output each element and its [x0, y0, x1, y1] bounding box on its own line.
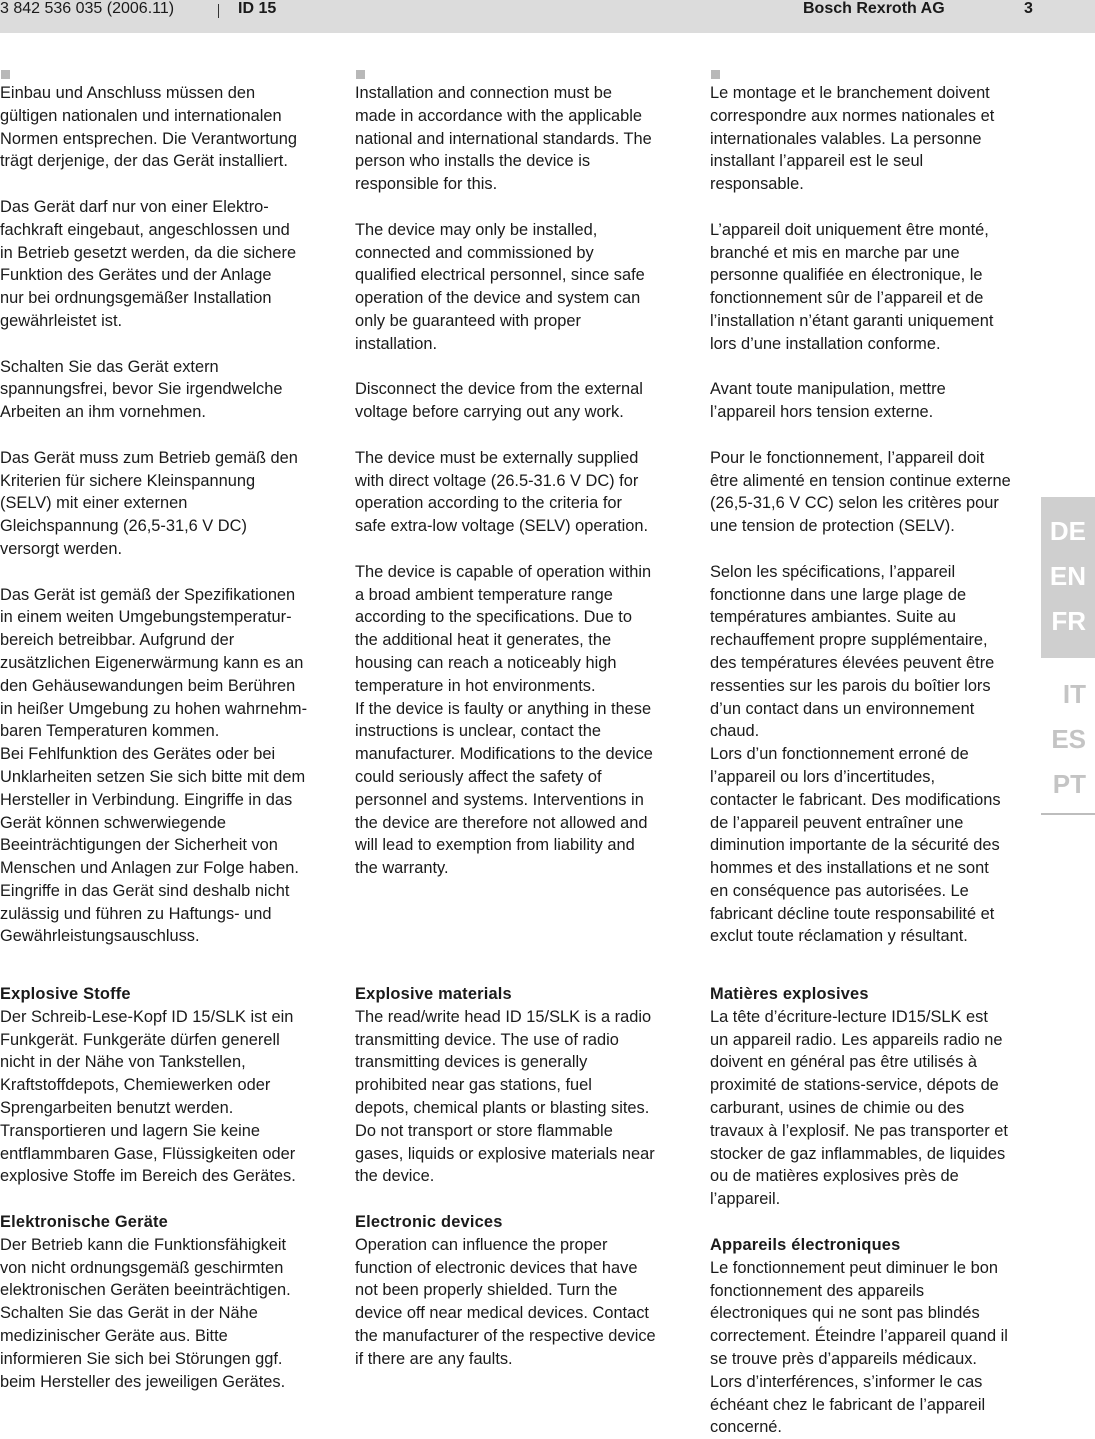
- de-explosive-heading: Explosive Stoffe: [0, 985, 131, 1003]
- en-paragraph-installation: Installation and connection must be made in accordance with the applicable national and international standards. The person who installs the device is responsible for this.: [355, 84, 652, 194]
- language-tabs-active: [1041, 497, 1095, 658]
- product-id: ID 15: [238, 0, 277, 17]
- column-en: [355, 64, 680, 880]
- de-paragraph-temperature: Das Gerät ist gemäß der Spezifikationen in einem weiten Umgebungstemperatur- bereich betreibbar. Aufgrund der zusätzlichen Eigenerwärmung kann es an den Gehäusewandungen beim Berühren in heißer Umgebung zu hohen wahrnehm- baren Temperaturen kommen. Bei Fehlfunktion des Gerätes oder bei Unklarheiten setzen Sie sich bitte mit dem Hersteller in Verbindung. Eingriffe in das Gerät können schwerwiegende Beeinträchtigungen der Sicherheit von Menschen und Anlagen zur Folge haben. Eingriffe in das Gerät sind deshalb nicht zulässig und führen zu Haftungs- und Gewährleistungsauschluss.: [0, 585, 308, 946]
- fr-explosive-heading: Matières explosives: [710, 985, 869, 1003]
- square-bullet-icon: [356, 70, 365, 79]
- document-number: 3 842 536 035 (2006.11): [0, 0, 175, 17]
- fr-paragraph-temperature: Selon les spécifications, l’appareil fonctionne dans une large plage de températures ambiantes. Suite au rechauffement propre supplémentaire, des températures élevées peuvent être ressenties sur les parois du boîtier lors d’un contact dans un environnement chaud. Lors d’un fonctionnement erroné de l’appareil ou lors d’incertitudes, contacter le fabricant. Des modifications de l’appareil peuvent entraîner une diminution importante de la sécurité des hommes et des installations et ne sont en conséquence pas autorisées. Le fabricant décline toute responsabilité et exclut toute réclamation y résultant.: [710, 562, 1001, 946]
- lang-tab-de: DE: [1049, 516, 1086, 546]
- lang-tab-fr: FR: [1051, 606, 1086, 636]
- de-explosive-section: [0, 983, 330, 1188]
- column-de: [0, 64, 330, 948]
- page-number: 3: [1024, 0, 1033, 17]
- de-explosive-text: Der Schreib-Lese-Kopf ID 15/SLK ist ein Funkgerät. Funkgeräte dürfen generell nicht in der Nähe von Tankstellen, Kraftstoffdepots, Chemiewerken oder Sprengarbeiten benutzt werden. Transportieren und lagern Sie keine entflammbaren Gase, Flüssigkeiten oder explosive Stoffe im Bereich des Gerätes.: [0, 1007, 296, 1186]
- header-divider: [218, 4, 219, 18]
- fr-explosive-section: [710, 983, 1040, 1211]
- en-paragraph-disconnect: Disconnect the device from the external voltage before carrying out any work.: [355, 380, 643, 422]
- de-paragraph-installation: Einbau und Anschluss müssen den gültigen nationalen und internationalen Normen entsprechen. Die Verantwortung trägt derjenige, der das Gerät installiert.: [0, 84, 298, 171]
- en-electronic-section: [355, 1211, 685, 1371]
- de-paragraph-qualified: Das Gerät darf nur von einer Elektro- fachkraft eingebaut, angeschlossen und in Betrieb gesetzt werden, da die sichere Funktion des Gerätes und der Anlage nur bei ordnungsgemäßer Installation gewährleistet ist.: [0, 197, 297, 330]
- de-electronic-heading: Elektronische Geräte: [0, 1213, 168, 1231]
- lang-tab-en: EN: [1049, 561, 1086, 591]
- de-paragraph-disconnect: Schalten Sie das Gerät extern spannungsfrei, bevor Sie irgendwelche Arbeiten an ihm vornehmen.: [0, 357, 283, 422]
- en-paragraph-supply: The device must be externally supplied with direct voltage (26.5-31.6 V DC) for operation according to the criteria for safe extra-low voltage (SELV) operation.: [355, 448, 649, 536]
- fr-electronic-heading: Appareils électroniques: [710, 1236, 901, 1254]
- de-paragraph-supply: Das Gerät muss zum Betrieb gemäß den Kriterien für sichere Kleinspannung (SELV) mit einer externen Gleichspannung (26,5-31,6 V DC) versorgt werden.: [0, 448, 298, 558]
- en-explosive-section: [355, 983, 685, 1188]
- fr-paragraph-qualified: L’appareil doit uniquement être monté, branché et mis en marche par une personne qualifiée en électronique, le fonctionnement sûr de l’appareil et de l’installation n’étant garanti uniquement lors d’une installation conforme.: [710, 220, 994, 353]
- en-electronic-text: Operation can influence the proper function of electronic devices that have not been properly shielded. Turn the device off near medical devices. Contact the manufacturer of the respective device if there are any faults.: [355, 1235, 656, 1368]
- en-paragraph-qualified: The device may only be installed, connected and commissioned by qualified electrical personnel, since safe operation of the device and system can only be guaranteed with proper installation.: [355, 220, 645, 353]
- en-electronic-heading: Electronic devices: [355, 1213, 503, 1231]
- square-bullet-icon: [711, 70, 720, 79]
- fr-electronic-section: [710, 1234, 1040, 1439]
- en-paragraph-temperature: The device is capable of operation within a broad ambient temperature range according to the specifications. Due to the additional heat it generates, the housing can reach a noticeably high temperature in hot environments. If the device is faulty or anything in these instructions is unclear, contact the manufacturer. Modifications to the device could seriously affect the safety of personnel and systems. Interventions in the device are therefore not allowed and will lead to exemption from liability and the warranty.: [355, 562, 653, 878]
- fr-paragraph-installation: Le montage et le branchement doivent correspondre aux normes nationales et internationales valables. La personne installant l’appareil est le seul responsable.: [710, 84, 995, 194]
- fr-paragraph-supply: Pour le fonctionnement, l’appareil doit être alimenté en tension continue externe (26,5-31,6 V CC) selon les critères pour une tension de protection (SELV).: [710, 448, 1011, 536]
- company-name: Bosch Rexroth AG: [803, 0, 945, 17]
- lang-tab-it: IT: [1062, 679, 1086, 709]
- lang-tab-es: ES: [1051, 724, 1086, 754]
- fr-explosive-text: La tête d’écriture-lecture ID15/SLK est un appareil radio. Les appareils radio ne doivent en général pas être utilisés à proximité de stations-service, dépots de carburant, usines de chimie ou des travaux à l’explosif. Ne pas transporter et stocker de gaz inflammables, de liquides ou de matières explosives près de l’appareil.: [710, 1007, 1008, 1209]
- en-explosive-text: The read/write head ID 15/SLK is a radio transmitting device. The use of radio transmitting devices is generally prohibited near gas stations, fuel depots, chemical plants or blasting sites. Do not transport or store flammable gases, liquids or explosive materials near the device.: [355, 1007, 655, 1186]
- fr-electronic-text: Le fonctionnement peut diminuer le bon fonctionnement des appareils électroniques qui ne sont pas blindés correctement. Éteindre l’appareil quand il se trouve près d’appareils médicaux. Lors d’interférences, s’informer le cas échéant chez le fabricant de l’appareil concerné.: [710, 1258, 1008, 1437]
- fr-paragraph-disconnect: Avant toute manipulation, mettre l’appareil hors tension externe.: [710, 380, 946, 422]
- language-tabs-inactive: [1041, 660, 1095, 815]
- lang-tab-pt: PT: [1052, 769, 1086, 799]
- page-header: [0, 0, 1095, 33]
- en-explosive-heading: Explosive materials: [355, 985, 512, 1003]
- square-bullet-icon: [1, 70, 10, 79]
- de-electronic-section: [0, 1211, 330, 1393]
- column-fr: [710, 64, 1040, 948]
- de-electronic-text: Der Betrieb kann die Funktionsfähigkeit von nicht ordnungsgemäß geschirmten elektronischen Geräten beeinträchtigen. Schalten Sie das Gerät in der Nähe medizinischer Geräte aus. Bitte informieren Sie sich bei Störungen ggf. beim Hersteller des jeweiligen Gerätes.: [0, 1235, 291, 1391]
